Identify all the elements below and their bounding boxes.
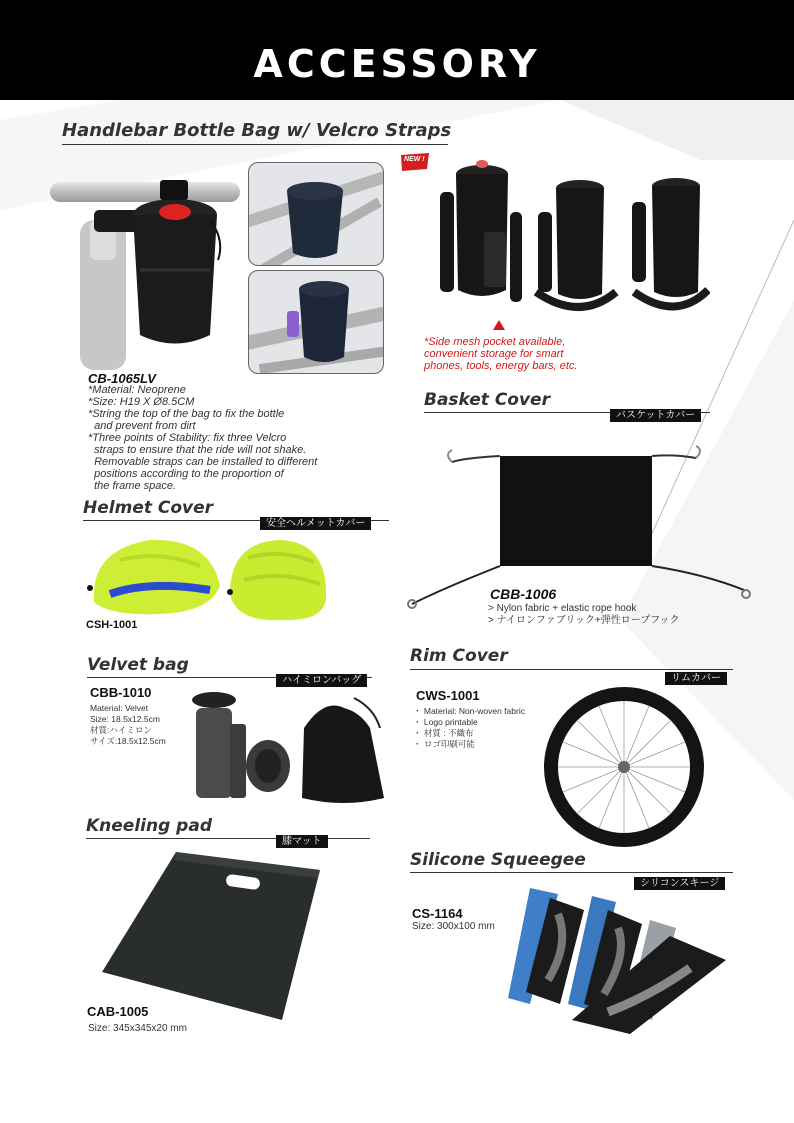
rim-cover-photo bbox=[540, 683, 708, 851]
rim-section-title: Rim Cover bbox=[410, 646, 508, 666]
handlebar-spec-9: the frame space. bbox=[88, 480, 177, 492]
handlebar-spec-2: *Size: H19 X Ø8.5CM bbox=[88, 396, 195, 408]
basket-cover-photo bbox=[404, 438, 764, 618]
helmet-jp-tag: 安全ヘルメットカバー bbox=[260, 517, 371, 530]
kneeling-jp-tag: 膝マット bbox=[276, 835, 328, 848]
kneeling-pad-photo bbox=[100, 850, 340, 1022]
squeegee-divider bbox=[410, 872, 733, 873]
handlebar-spec-6: straps to ensure that the ride will not shake. bbox=[88, 444, 307, 456]
squeegee-photo bbox=[500, 884, 730, 1036]
handlebar-spec-7: Removable straps can be installed to different bbox=[88, 456, 318, 468]
handlebar-inset-photo-1 bbox=[248, 162, 384, 266]
basket-line-1: > Nylon fabric + elastic rope hook bbox=[488, 603, 637, 614]
rim-line-4: ・ ロゴ印刷可能 bbox=[413, 739, 475, 749]
handlebar-section-title: Handlebar Bottle Bag w/ Velcro Straps bbox=[62, 120, 452, 141]
handlebar-spec-4: and prevent from dirt bbox=[88, 420, 196, 432]
page-title: ACCESSORY bbox=[253, 42, 541, 86]
helmet-section-title: Helmet Cover bbox=[83, 498, 214, 518]
squeegee-jp-tag: シリコンスキージ bbox=[634, 877, 725, 890]
handlebar-note-2: convenient storage for smart bbox=[424, 348, 564, 360]
rim-line-2: ・ Logo printable bbox=[413, 717, 478, 727]
rim-divider bbox=[410, 669, 733, 670]
squeegee-code: CS-1164 bbox=[412, 906, 463, 921]
kneeling-code: CAB-1005 bbox=[87, 1004, 149, 1019]
handlebar-spec-1: *Material: Neoprene bbox=[88, 384, 186, 396]
kneeling-size: Size: 345x345x20 mm bbox=[88, 1023, 187, 1034]
basket-section-title: Basket Cover bbox=[424, 390, 550, 410]
squeegee-size: Size: 300x100 mm bbox=[412, 921, 495, 932]
handlebar-bag-variants-photo bbox=[420, 152, 710, 322]
handlebar-divider bbox=[62, 144, 448, 145]
basket-code: CBB-1006 bbox=[490, 586, 557, 602]
basket-jp-tag: バスケットカバー bbox=[610, 409, 701, 422]
handlebar-spec-5: *Three points of Stability: fix three Velcro bbox=[88, 432, 287, 444]
rim-code: CWS-1001 bbox=[416, 688, 480, 703]
handlebar-code: CB-1065LV bbox=[88, 371, 156, 386]
helmet-code: CSH-1001 bbox=[86, 619, 138, 631]
velvet-line-1: Material: Velvet bbox=[90, 703, 149, 713]
velvet-line-4: サイズ:18.5x12.5cm bbox=[90, 736, 166, 746]
velvet-code: CBB-1010 bbox=[90, 685, 152, 700]
squeegee-section-title: Silicone Squeegee bbox=[410, 850, 586, 870]
handlebar-spec-3: *String the top of the bag to fix the bottle bbox=[88, 408, 285, 420]
rim-line-3: ・ 材質 : 不織布 bbox=[413, 728, 474, 738]
helmet-cover-photo bbox=[80, 530, 340, 626]
velvet-bag-photo bbox=[184, 688, 390, 808]
handlebar-bag-main-photo bbox=[50, 160, 240, 370]
basket-line-2: > ナイロンファブリック+弾性ロープフック bbox=[488, 615, 680, 626]
kneeling-section-title: Kneeling pad bbox=[86, 816, 212, 836]
velvet-jp-tag: ハイミロンバッグ bbox=[276, 674, 367, 687]
page-header bbox=[0, 0, 794, 100]
mesh-pocket-pointer bbox=[493, 320, 505, 330]
new-badge-label: NEW ! bbox=[404, 156, 425, 163]
handlebar-inset-photo-2 bbox=[248, 270, 384, 374]
handlebar-spec-8: positions according to the proportion of bbox=[88, 468, 284, 480]
rim-line-1: ・ Material: Non-woven fabric bbox=[413, 706, 525, 716]
velvet-section-title: Velvet bag bbox=[87, 655, 189, 675]
handlebar-note-3: phones, tools, energy bars, etc. bbox=[424, 360, 578, 372]
handlebar-note-1: *Side mesh pocket available, bbox=[424, 336, 566, 348]
rim-jp-tag: リムカバー bbox=[665, 672, 727, 685]
velvet-line-3: 材質:ハイミロン bbox=[90, 725, 152, 735]
velvet-line-2: Size: 18.5x12.5cm bbox=[90, 714, 160, 724]
